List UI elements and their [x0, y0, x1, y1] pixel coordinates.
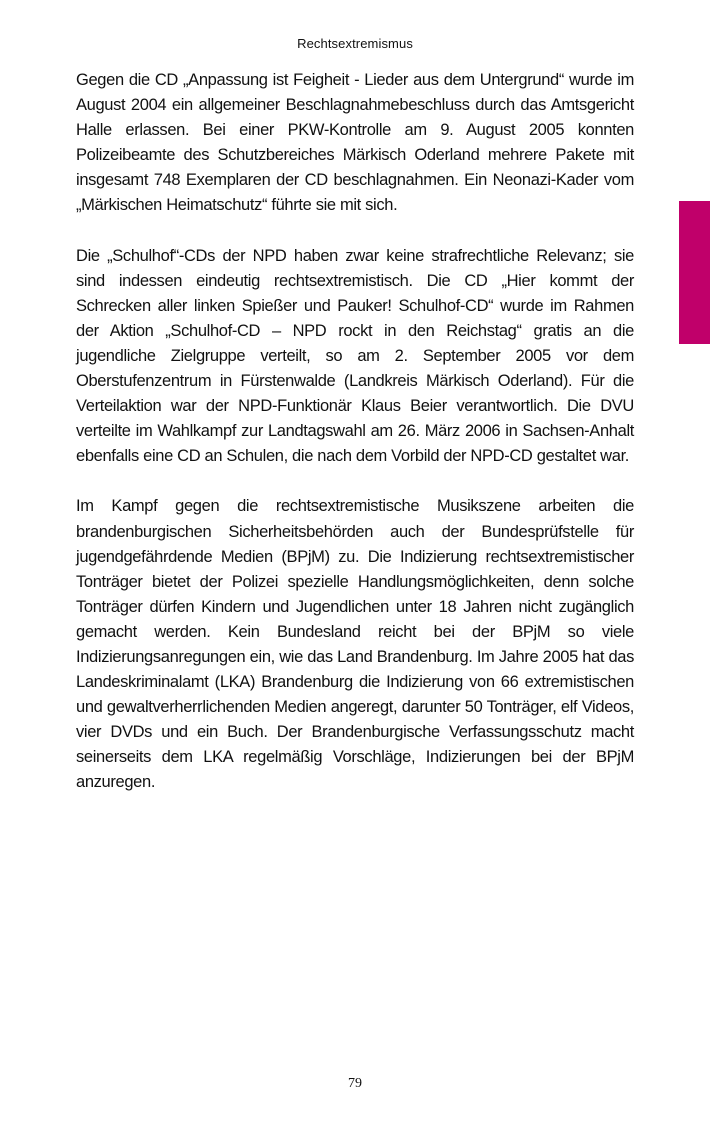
chapter-thumb-tab [679, 201, 710, 344]
paragraph-indexing: Im Kampf gegen die rechtsextremistische Musikszene arbeiten die brandenburgischen Sicherheitsbehörden auch der Bundesprüfstelle für jugendgefährdende Medien (BPjM) zu. Die Indizierung rechtsextremistischer Tonträger bietet der Polizei spezielle Handlungsmöglichkeiten, denn solche Tonträger dürfen Kindern und Jugendlichen unter 18 Jahren nicht zugänglich gemacht werden. Kein Bundesland reicht bei der BPjM so viele Indizierungsanregungen ein, wie das Land Brandenburg. Im Jahre 2005 hat das Landeskriminalamt (LKA) Brandenburg die Indizierung von 66 extremistischen und gewaltverherrlichenden Medien angeregt, darunter 50 Tonträger, elf Videos, vier DVDs und ein Buch. Der Brandenburgische Verfassungsschutz macht seinerseits dem LKA regelmäßig Vorschläge, Indizierungen bei der BPjM anzuregen. [76, 497, 634, 792]
page-number: 79 [348, 1076, 362, 1091]
body-text [76, 68, 634, 821]
paragraph-cd-seizure: Gegen die CD „Anpassung ist Feigheit - Lieder aus dem Untergrund“ wurde im August 2004 ein allgemeiner Beschlagnahmebeschluss durch das Amtsgericht Halle erlassen. Bei einer PKW-Kontrolle am 9. August 2005 konnten Polizeibeamte des Schutzbereiches Märkisch Oderland mehrere Pakete mit insgesamt 748 Exemplaren der CD beschlagnahmen. Ein Neonazi-Kader vom „Märkischen Heimatschutz“ führte sie mit sich. [76, 71, 634, 215]
running-head: Rechtsextremismus [297, 36, 413, 51]
paragraph-schulhof-cd: Die „Schulhof“-CDs der NPD haben zwar keine strafrechtliche Relevanz; sie sind indessen eindeutig rechtsextremistisch. Die CD „Hier kommt der Schrecken aller linken Spießer und Pauker! Schulhof-CD“ wurde im Rahmen der Aktion „Schulhof-CD – NPD rockt in den Reichstag“ gratis an die jugendliche Zielgruppe verteilt, so am 2. September 2005 vor dem Oberstufenzentrum in Fürstenwalde (Landkreis Märkisch Oderland). Für die Verteilaktion war der NPD-Funktionär Klaus Beier verantwortlich. Die DVU verteilte im Wahlkampf zur Landtagswahl am 26. März 2006 in Sachsen-Anhalt ebenfalls eine CD an Schulen, die nach dem Vorbild der NPD-CD gestaltet war. [76, 246, 634, 466]
